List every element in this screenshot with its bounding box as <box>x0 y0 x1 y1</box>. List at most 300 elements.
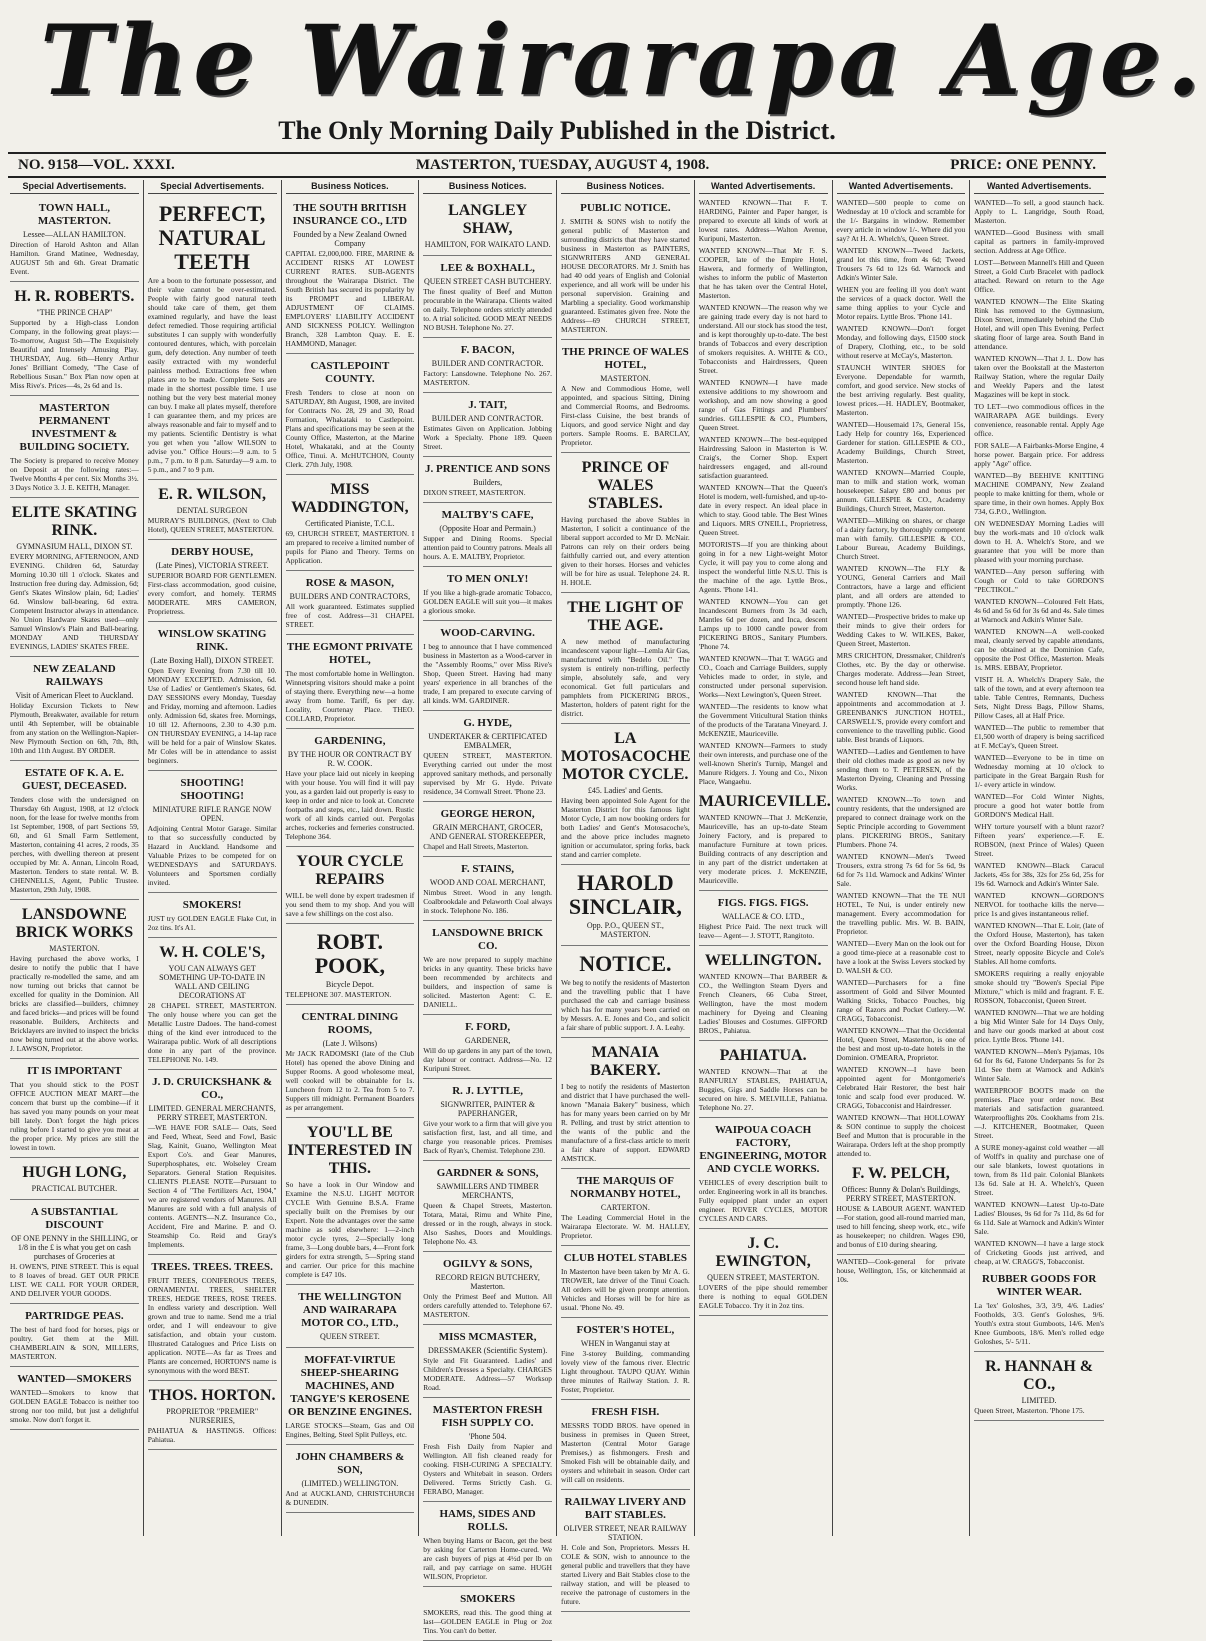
ad-heading: J. C. EWINGTON, <box>715 1235 811 1270</box>
ad-heading: FRESH FISH. <box>591 1406 660 1418</box>
advertisement <box>699 893 828 946</box>
ad-body-text: Holiday Excursion Tickets to New Plymouth, Breakwater, available for return until 4th September, will be obtainable from any station on the Wellington-Napier-New Plymouth Section on 6th, 7th, 8th, 10th and 11th August. BY ORDER. <box>10 701 139 755</box>
ad-body-text: WANTED KNOWN—That the Queen's Hotel is modern, well-furnished, and up-to-date in every respect. An ideal place in which to stay. Good table. The Best Wines and Liquors. MRS O'NEILL, Proprietress, Queen Street. <box>698 483 828 537</box>
ad-heading: MASTERTON PERMANENT INVESTMENT & BUILDING SOCIETY. <box>19 402 130 453</box>
wanted-notice <box>974 921 1104 966</box>
ad-body-text: WANTED KNOWN—Latest Up-to-Date Ladies' Blouses, 9s 6d for 7s 11d, 8s 6d for 6s 11d. Sale at Warnock and Adkin's Winter Sale. <box>974 1200 1104 1236</box>
ad-body-text: EVERY MORNING, AFTERNOON, AND EVENING. Children 6d, Saturday Morning 10.30 till 1 o'clock. Skates and Instruction free during day. Admission, 6d; Gent's Skates Winslow plain, 6d; Ladies' 6d. Winslow ball-bearing, 6d extra. Competent Instructor always in attendance. No Union Hardware Skates used—only Samuel Winslow's Plain and Ball-bearing. MONDAY AND THURSDAY EVENINGS, LADIES' SKATES FREE. <box>10 552 139 651</box>
column-6 <box>695 180 833 1536</box>
ad-body-text: Fresh Fish Daily from Napier and Wellington. All fish cleaned ready for cooking. FISH-CURING A SPECIALTY. Oysters and Whitebait in season. Orders Delivered. Terms Strictly Cash. G. FERABO, Manager. <box>423 1442 552 1496</box>
ad-subheading: BUILDER AND CONTRACTOR. <box>431 414 544 423</box>
advertisement <box>423 1504 552 1587</box>
ad-body-text: H. Cole and Son, Proprietors. Messrs H. COLE & SON, wish to announce to the general public and travellers that they have started Livery and Bait Stables close to the railway station, and will be pleased to receive the patronage of customers in the future. <box>561 1543 690 1606</box>
advertisement <box>10 1202 139 1304</box>
ad-body-text: Mr JACK RADOMSKI (late of the Club Hotel) has opened the above Dining and Supper Rooms. A good wholesome meal, well cooked will be obtainable for 1s. Luncheon from 12 to 2. Tea from 5 to 7. Suppers till midnight. Permanent Boarders as per arrangement. <box>285 1049 415 1112</box>
advertisement <box>561 198 690 340</box>
ad-body-text: Having been appointed Sole Agent for the Masterton District for this famous light Motor Cycle, I am now booking orders for both Ladies' and Gent's Motosacoche's, and the above price includes magneto ignition or accumulator, spring forks, back stand and carrier complete. <box>561 796 690 859</box>
ad-body-text: Direction of Harold Ashton and Allan Hamilton. Grand Matinee, Wednesday, AUGUST 5th and 6th. Great Dramatic Event. <box>10 240 139 276</box>
wanted-notice <box>699 483 828 537</box>
wanted-notice <box>837 564 966 609</box>
ad-body-text: MURRAY'S BUILDINGS, (Next to Club Hotel), QUEEN STREET, MASTERTON. <box>147 516 277 534</box>
ad-heading: SMOKERS! <box>182 899 242 911</box>
ad-subheading: OF ONE PENNY in the SHILLING, or 1/8 in the £ is what you get on cash purchases of Groceries at <box>11 1234 138 1261</box>
ad-body-text: WHEN you are feeling ill you don't want the services of a quack doctor. Well the same thing applies to your Cycle and Motor repairs. Lyttle Bros. 'Phone 141. <box>836 285 966 321</box>
ad-subheading: "THE PRINCE CHAP" <box>36 308 113 317</box>
advertisement <box>423 1017 552 1079</box>
advertisement <box>286 1447 415 1513</box>
ad-body-text: WHY torture yourself with a blunt razor? Fifteen years' experience.—F. E. ROBSON, (next Prince of Wales) Queen Street. <box>974 822 1104 858</box>
ad-body-text: Estimates Given on Application. Jobbing Work a Specialty. Phone 189. Queen Street. <box>423 424 552 451</box>
advertisement <box>423 198 552 256</box>
ad-subheading: Certificated Pianiste, T.C.L. <box>305 519 395 528</box>
ad-subheading: DRESSMAKER (Scientific System). <box>427 1346 548 1355</box>
advertisement <box>561 1492 690 1612</box>
ad-body-text: WANTED KNOWN—That E. Loir, (late of the Oxford House, Masterton), has taken over the Oxford Boarding House, Dixon Street, nearly opposite Bicycle and Cole's Stables. All home comforts. <box>974 921 1104 966</box>
ad-body-text: WANTED—Smokers to know that GOLDEN EAGLE Tobacco is neither too strong nor too mild, but just a delightful smoke. Now don't forget it. <box>10 1388 139 1424</box>
ad-heading: TOWN HALL, MASTERTON. <box>37 202 111 227</box>
advertisement <box>423 340 552 393</box>
wanted-notice <box>699 303 828 375</box>
ad-body-text: Only the Primest Beef and Mutton. All orders carefully attended to. Telephone 67. MASTERTON. <box>423 1292 552 1319</box>
ad-heading: CLUB HOTEL STABLES <box>563 1252 688 1264</box>
advertisement <box>286 926 415 1005</box>
ad-heading: YOUR CYCLE REPAIRS <box>296 853 404 888</box>
ad-heading: OGILVY & SONS, <box>442 1258 533 1270</box>
ad-body-text: WANTED KNOWN—Farmers to study their own interests, and purchase one of the well-known Sherin's Turnip, Mangel and Manure Ridgers. J. Young and Co., Nixon Place, Wangaehu. <box>698 741 828 786</box>
ad-heading: FIGS. FIGS. FIGS. <box>717 897 809 909</box>
ad-body-text: WANTED KNOWN—That J. McKenzie, Mauriceville, has an up-to-date Steam Joinery Factory, and is prepared to manufacture Furniture at town prices. Building contracts of any description and in any part of the district undertaken at very moderate prices. J. McKENZIE, Mauriceville. <box>698 813 828 885</box>
wanted-notice <box>974 1200 1104 1236</box>
wanted-notice <box>699 540 828 594</box>
wanted-notice <box>974 1143 1104 1197</box>
ad-heading: THE MARQUIS OF NORMANBY HOTEL, <box>570 1175 681 1200</box>
advertisement <box>423 459 552 503</box>
wanted-notice <box>974 675 1104 720</box>
ad-body-text: FRUIT TREES, CONIFEROUS TREES, ORNAMENTAL TREES, SHELTER TREES, HEDGE TREES, ROSE TREES. In endless variety and description. Well grown and true to name. Send me a trial order, and I will endeavour to give satisfaction, and obtain your custom. Illustrated Catalogues and Price Lists on application. NOTE—As far as Trees and Plants are concerned, HORTON'S name is synonymous with the word BEST. <box>147 1276 277 1375</box>
ad-body-text: We are now prepared to supply machine bricks in any quantity. These bricks have been recommended by architects and builders, and inspection of same is solicited. Masterton Agent: C. E. DANIELL. <box>423 955 552 1009</box>
ad-subheading: MASTERTON. <box>49 944 100 953</box>
ad-body-text: Fine 3-storey Building, commanding lovely view of the famous river. Electric Light throughout. TAUPO QUAY. Within three minutes of Railway Station. J. R. Foster, Proprietor. <box>561 1349 690 1394</box>
ad-subheading: UNDERTAKER & CERTIFICATED EMBALMER, <box>428 732 548 750</box>
ad-heading: TO MEN ONLY! <box>446 573 529 585</box>
advertisement <box>286 1120 415 1285</box>
ad-body-text: WANTED KNOWN—I have made extensive additions to my showroom and workshop, and am now showing a good range of Gas Fittings and Plumbers' sundries. GILLESPIE & CO., Plumbers, Queen Street. <box>698 378 828 432</box>
ad-heading: MISS MCMASTER, <box>438 1331 537 1343</box>
ad-heading: CENTRAL DINING ROOMS, <box>301 1011 399 1036</box>
ad-heading: WELLINGTON. <box>704 952 822 969</box>
ad-heading: MANAIA BAKERY. <box>590 1044 661 1079</box>
price: PRICE: ONE PENNY. <box>950 156 1096 173</box>
wanted-notice <box>974 1086 1104 1140</box>
ad-heading: GARDNER & SONS, <box>436 1167 539 1179</box>
ad-body-text: Have your place laid out nicely in keeping with your house. You will find it will pay you, as a garden laid out properly is easy to keep in order and nice to look at. Concrete footpaths and steps, etc., laid down. Rustic work of all kinds carried out. Pergolas arches, rockeries and ferneries constructed. Telephone 364. <box>285 769 415 841</box>
wanted-notice <box>837 1113 966 1158</box>
wanted-notice <box>837 690 966 744</box>
ad-body-text: The most comfortable home in Wellington. Winnetspring visitors should make a point of staying there. Everything new—a home away from home. Tariff, 6s per day. Locality, Courtenay Place. THEO. COLLARD, Proprietor. <box>285 669 415 723</box>
ad-heading: MOFFAT-VIRTUE SHEEP-SHEARING MACHINES, AND TANGYE'S KEROSENE OR BENZINE ENGINES. <box>287 1354 412 1418</box>
advertisement <box>148 1383 277 1450</box>
column-header: Business Notices. <box>561 180 690 194</box>
ad-body-text: WANTED KNOWN—Men's Tweed Trousers, extra strong 7s 6d for 5s 6d, 9s 6d for 7s 11d. Warnock and Adkins' Winter Sale. <box>836 852 966 888</box>
ad-subheading: MINIATURE RIFLE RANGE NOW OPEN. <box>152 805 272 823</box>
ad-heading: GEORGE HERON, <box>440 808 535 820</box>
ad-heading: F. STAINS, <box>461 863 515 875</box>
advertisement <box>10 1369 139 1430</box>
advertisement <box>286 1287 415 1348</box>
advertisement <box>561 455 690 593</box>
ad-subheading: LIMITED. <box>1021 1396 1057 1405</box>
ad-body-text: The Society is prepared to receive Money on Deposit at the following rates:— Twelve Months 4 per cent. Six Months 3½. 3 Days Notice 3. J. E. KEITH, Manager. <box>10 456 139 492</box>
ad-subheading: (Opposite Hoar and Permain.) <box>439 524 536 533</box>
ad-subheading: LIMITED. GENERAL MERCHANTS, PERRY STREET, MASTERTON. <box>148 1104 276 1122</box>
wanted-notice <box>837 852 966 888</box>
advertisement <box>423 395 552 457</box>
advertisement <box>837 1161 966 1255</box>
advertisement <box>10 500 139 657</box>
ad-body-text: SUPERIOR BOARD FOR GENTLEMEN. First-class accommodation, good cuisine, every comfort, and homely. TERMS MODERATE. MRS CAMERON, Proprietress. <box>147 571 277 616</box>
ad-body-text: WANTED KNOWN—That J. L. Dow has taken over the Bookstall at the Masterton Railway Station, where the regular Daily and Weekly Papers and the latest Magazines will be kept in stock. <box>974 354 1104 399</box>
advertisement <box>423 569 552 621</box>
wanted-notice <box>974 1239 1104 1266</box>
ad-body-text: QUEEN STREET, MASTERTON. Everything carried out under the most approved sanitary methods, and personally supervised by Mr G. Hyde. Private residence, 34 Cornwall Street. 'Phone 23. <box>423 751 552 796</box>
ad-subheading: Opp. P.O., QUEEN ST., MASTERTON. <box>586 921 664 939</box>
advertisement <box>423 713 552 802</box>
wanted-notice <box>837 285 966 321</box>
wanted-notice <box>974 1047 1104 1083</box>
wanted-notice <box>837 246 966 282</box>
advertisement <box>10 1306 139 1367</box>
ad-heading: ROSE & MASON, <box>305 577 395 589</box>
ad-body-text: WANTED—Prospective brides to make up their minds to give their orders for Wedding Cakes to W. WILKES, Baker, Queen Street, Masterton. <box>836 612 966 648</box>
wanted-notice <box>837 1065 966 1110</box>
ad-body-text: H. OWEN'S, PINE STREET. This is equal to 8 loaves of bread. GET OUR PRICE LIST. WE CALL FOR YOUR ORDER, AND DELIVER YOUR GOODS. <box>10 1262 139 1298</box>
ad-body-text: CAPITAL £2,000,000. FIRE, MARINE & ACCIDENT RISKS AT LOWEST CURRENT RATES. SUB-AGENTS throughout the Wairarapa District. The South British has secured its popularity by its PROMPT and LIBERAL ADJUSTMENT OF CLAIMS. EMPLOYERS' LIABILITY ACCIDENT AND SICKNESS POLICY. Wellington Branch, 328 Lambton Quay. E. E. HAMMOND, Manager. <box>285 249 415 348</box>
advertisement <box>974 1269 1104 1352</box>
wanted-notice <box>837 468 966 513</box>
ad-body-text: WANTED KNOWN—I have a large stock of Cricketing Goods just arrived, and cheap, at W. CRAGG'S, Tobacconist. <box>974 1239 1104 1266</box>
advertisement <box>561 1248 690 1318</box>
advertisement <box>423 804 552 857</box>
ad-body-text: WANTED KNOWN—That at the RANFURLY STABLES, PAHIATUA, Buggies, Gigs and Saddle Horses can be secured on hire. S. MELVILLE, Pahiatua. Telephone No. 27. <box>698 1067 828 1112</box>
column-3 <box>282 180 420 1536</box>
ad-body-text: LOST—Between Mannell's Hill and Queen Street, a Gold Curb Bracelet with padlock attached. Reward on return to the Age Office. <box>974 258 1104 294</box>
ad-body-text: WANTED KNOWN—The reason why we are gaining trade every day is not hard to understand. All our stock has stood the test, and is kept thoroughly up-to-date. The best brands of Tobaccos and every description of smokers requisites. A. WHITE & CO., Tobacconists and Hairdressers, Queen Street. <box>698 303 828 375</box>
ad-subheading: QUEEN STREET CASH BUTCHERY. <box>423 277 552 286</box>
ad-body-text: WANTED KNOWN—That the appointments and accommodation at J. GREENBANK'S JUNCTION HOTEL, CARSWELL'S, provide every comfort and convenience to the travelling public. Good table. Best brands of Liquors. <box>836 690 966 744</box>
ad-heading: JOHN CHAMBERS & SON, <box>295 1451 405 1476</box>
ad-body-text: A New and Commodious Home, well appointed, and spacious Sitting, Dining and Commercial Rooms, and Bedrooms. First-class Cuisine, the best brands of Liquors, and good service Night and day porters. Sample Rooms. E. BARCLAY, Proprietor. <box>561 384 690 447</box>
wanted-notice <box>699 198 828 243</box>
ad-subheading: Bicycle Depot. <box>325 980 374 989</box>
ad-heading: ROBT. POOK, <box>314 929 386 978</box>
ad-subheading: GARDENER, <box>464 1036 511 1045</box>
ad-body-text: MOTORISTS—If you are thinking about going in for a new Light-weight Motor Cycle, it will pay you to come along and inspect the wonderful little N.S.U. This is the machine of the age. Lyttle Bros., Agents. 'Phone 141. <box>698 540 828 594</box>
wanted-notice <box>974 891 1104 918</box>
advertisement <box>423 505 552 567</box>
dateline <box>8 152 1106 178</box>
wanted-notice <box>699 654 828 699</box>
wanted-notice <box>974 258 1104 294</box>
wanted-notice <box>837 1257 966 1284</box>
column-header: Special Advertisements. <box>148 180 277 194</box>
advertisement <box>423 1081 552 1161</box>
advertisement <box>698 789 831 891</box>
wanted-notice <box>837 651 966 687</box>
wanted-notice <box>837 747 966 792</box>
ad-subheading: Lessee—ALLAN HAMILTON. <box>23 230 126 239</box>
ad-subheading: Builders, <box>473 478 503 487</box>
ad-body-text: WANTED—Every Man on the look out for a good time-piece at a reasonable cost to have a look at the Swiss Levers stocked by D. WALSH & CO. <box>836 939 966 975</box>
ad-body-text: WANTED—Ladies and Gentlemen to have their old clothes made as good as new by sending them to T. PETERSEN, of the Masterton Dyeing, Cleaning and Pressing Works. <box>836 747 966 792</box>
issue-number: NO. 9158—VOL. XXXI. <box>18 156 175 173</box>
ad-subheading: PROPRIETOR "PREMIER" NURSERIES, <box>166 1407 259 1425</box>
ad-heading: LEE & BOXHALL, <box>440 262 535 274</box>
advertisement <box>148 940 277 1070</box>
ad-heading: LANGLEY SHAW, <box>448 202 528 237</box>
ad-subheading: WHEN in Wanganui stay at <box>580 1339 670 1348</box>
advertisement <box>699 1043 828 1118</box>
ad-body-text: WANTED KNOWN—I have been appointed agent for Montgomerie's Celebrated Hair Restorer, the best hair tonic and scalp food ever produced. W. CRAGG, Tobacconist and Hairdresser. <box>836 1065 966 1110</box>
wanted-notice <box>699 741 828 786</box>
ad-body-text: La 'lex' Goloshes, 3/3, 3/9, 4/6. Ladies' Footholds, 3/3. Gent's Goloshes, 9/6. Youth's extra stout Gumboots, 14/6. Men's Knee Gumboots, 18/6. Men's rolled edge Goloshes, 5/- 5/11. <box>974 1301 1104 1346</box>
advertisement <box>699 1231 828 1316</box>
ad-heading: RAILWAY LIVERY AND BAIT STABLES. <box>564 1496 687 1521</box>
ad-body-text: STAUNCH WINTER SHOES for Everyone. Dependable for warmth, comfort, and good service. New stocks of the best arriving regularly. Best quality, lowest prices.—H. HADLEY, Bootmaker, Masterton. <box>836 363 966 417</box>
advertisement <box>561 1402 690 1490</box>
ad-subheading: RECORD REIGN BUTCHERY, Masterton. <box>435 1273 540 1291</box>
ad-heading: LANSDOWNE BRICK WORKS <box>15 906 134 941</box>
ad-heading: J. TAIT, <box>468 399 508 411</box>
advertisement <box>10 1061 139 1158</box>
wanted-notice <box>974 354 1104 399</box>
wanted-notice <box>837 612 966 648</box>
ad-heading: MAURICEVILLE. <box>698 793 831 810</box>
advertisement <box>561 1171 690 1246</box>
ad-body-text: WANTED KNOWN—You can get Incandescent Burners from 3s 3d each, Mantles 6d per dozen, and Inca, descent Lamps up to 1000 candle power from PICKERING BROS., Sanitary Plumbers. 'Phone 74. <box>698 597 828 651</box>
ad-subheading: CARTERTON. <box>600 1203 650 1212</box>
ad-subheading: WOOD AND COAL MERCHANT, <box>429 878 546 887</box>
ad-body-text: Chapel and Hall Streets, Masterton. <box>423 842 529 851</box>
ad-body-text: Open Every Evening from 7.30 till 10. MONDAY EXCEPTED. Admission, 6d. Use of Ladies' or Gentlemen's Skates, 6d. DAY SESSIONS every Monday, Tuesday and Friday, morning and afternoon. Ladies only. Admission 6d, skates free. Mornings, 10 till 12. Afternoons, 2.30 to 4.30 p.m. ON THURSDAY EVENING, a 14-lap race will be held for a pair of Winslow Skates. Mr Coles will be in attendance to assist beginners. <box>147 666 277 765</box>
wanted-notice <box>974 441 1104 468</box>
ad-body-text: I beg to announce that I have commenced business in Masterton as a Wood-carver in the "Assembly Rooms," over Miss Rive's Shop, Queen Street. Having had many years' experience in all branches of the trade, I am prepared to execute carving of all kinds. WM. GARDINER. <box>423 642 552 705</box>
wanted-notice <box>837 324 966 360</box>
wanted-notice <box>974 1008 1104 1044</box>
ad-body-text: WANTED—The residents to know what the Government Viticultural Station thinks of the products of the Taratana Vineyard. J. McKENZIE, Mauriceville. <box>698 702 828 738</box>
ad-subheading: BUILDERS AND CONTRACTORS, <box>289 592 411 601</box>
advertisement <box>10 1160 139 1200</box>
wanted-notice <box>837 1026 966 1062</box>
ad-body-text: DIXON STREET, MASTERTON. <box>423 488 526 497</box>
wanted-notice <box>974 969 1104 1005</box>
ad-body-text: HOUSE & LABOUR AGENT. WANTED—For station, good all-round married man, used to hill fencing, sheep work, etc., wife as housekeeper; no children. Wages £90, and bonus of £10 during shearing. <box>836 1204 966 1249</box>
ad-heading: GARDENING, <box>314 735 386 747</box>
advertisement <box>148 1072 277 1255</box>
ad-heading: RUBBER GOODS FOR WINTER WEAR. <box>981 1273 1097 1298</box>
advertisement-columns <box>6 180 1108 1635</box>
ad-body-text: WILL be well done by expert tradesmen if you send them to my shop. And you will save a few shillings on the cost also. <box>285 891 415 918</box>
ad-body-text: WANTED KNOWN—Tweed Jackets, grand lot this time, from 4s 6d; Tweed Trousers 7s 6d to 12s 6d. Warnock and Adkin's Winter Sale. <box>836 246 966 282</box>
ad-heading: TREES. TREES. TREES. <box>151 1261 273 1273</box>
ad-body-text: WANTED—For Cold Winter Nights, procure a good hot water bottle from GORDON'S Medical Hall. <box>974 792 1104 819</box>
ad-heading: IT IS IMPORTANT <box>27 1065 122 1077</box>
ad-body-text: WANTED KNOWN—Black Caracul Jackets, 45s for 38s, 32s for 25s 6d, 25s for 19s 6d. Warnock and Adkin's Winter Sale. <box>974 861 1104 888</box>
wanted-notice <box>699 378 828 432</box>
ad-heading: DERBY HOUSE, <box>171 546 254 558</box>
ad-heading: R. J. LYTTLE, <box>452 1085 524 1097</box>
ad-heading: WINSLOW SKATING RINK. <box>157 628 267 653</box>
column-7 <box>833 180 971 1536</box>
ad-heading: F. BACON, <box>460 344 515 356</box>
ad-body-text: —WE HAVE FOR SALE— Oats, Seed and Feed, Wheat, Seed and Fowl, Basic Slag, Kainit, Guano, Wellington Meat Export Co's. and Gear Manures, Superphosphates, etc. Wolseley Cream Separators. General Station Requisites. CLIENTS PLEASE NOTE—Pursuant to Section 4 of "The Fertilizers Act, 1904," we are registered vendors of Manures. All Manures are sold with a full analysis of contents. AGENTS—N.Z. Insurance Co., Accident, Fire and Marine. P. and O. Steamship Co. Reid and Gray's Implements. <box>147 1123 277 1249</box>
advertisement <box>286 198 415 354</box>
ad-body-text: TO LET—two commodious offices in the WAIRARAPA AGE buildings. Every convenience, reasonable rental. Apply Age office. <box>974 402 1104 438</box>
advertisement <box>423 1327 552 1398</box>
advertisement <box>148 482 277 540</box>
ad-body-text: WANTED KNOWN—That the Occidental Hotel, Queen Street, Masterton, is one of the best and most up-to-date hotels in the Dominion. O'MEARA, Proprietor. <box>836 1026 966 1062</box>
newspaper-title: The Wairarapa Age. <box>40 4 1206 117</box>
advertisement <box>148 1257 277 1381</box>
ad-body-text: Will do up gardens in any part of the town, day labour or contract. Address—No. 12 Kuripuni Street. <box>423 1046 552 1073</box>
wanted-notice <box>974 198 1104 225</box>
ad-body-text: Are a boon to the fortunate possessor, and their value cannot be over-estimated. People with fairly good natural teeth should take care of them, get them examined regularly, and have the least defect remedied. Those requiring artificial substitutes I can supply with wonderfully contoured dentures, which, with porcelain gum, defy detection. Any number of teeth easily extracted with my wonderful painless method. Extractions free when plates are to be made. Complete Sets are made in the shortest possible time. I use nothing but the very best material money can buy. I make all plates myself, therefore I can guarantee them, and my prices are always reasonable and fair to myself and to my patients. Scientific Dentistry is what you get when you "allow WILSON to advise you." Office Hours:—9 a.m. to 5 p.m., 7 p.m. to 8 p.m. Saturday—9 a.m. to 5 p.m., and 7 to 9 p.m. <box>147 276 277 474</box>
ad-subheading: GYMNASIUM HALL, DIXON ST. <box>16 542 133 551</box>
ad-body-text: 69, CHURCH STREET, MASTERTON. I am prepared to receive a limited number of pupils for Piano and Theory. Terms on Application. <box>285 529 415 565</box>
ad-body-text: WANTED—Milking on shares, or charge of a dairy factory, by thoroughly competent man with family. GILLESPIE & CO., Labour Bureau, Academy Buildings, Church Street. <box>836 516 966 561</box>
ad-heading: THE LIGHT OF THE AGE. <box>567 599 684 634</box>
wanted-notice <box>837 516 966 561</box>
ad-subheading: QUEEN STREET, MASTERTON. <box>707 1273 820 1282</box>
ad-heading: YOU'LL BE INTERESTED IN THIS. <box>287 1124 413 1177</box>
ad-subheading: BY THE HOUR OR CONTRACT BY R. W. COOK. <box>287 750 412 768</box>
ad-body-text: The finest quality of Beef and Mutton procurable in the Wairarapa. Clients waited on daily. Telephone orders strictly attended to. A trial solicited. GOOD MEAT NEEDS NO BUSH. Telephone No. 27. <box>423 287 552 332</box>
ad-body-text: LOVERS of the pipe should remember there is nothing to equal GOLDEN EAGLE Tobacco. Try it in 2oz tins. <box>698 1283 828 1310</box>
ad-body-text: WANTED—By BEEHIVE KNITTING MACHINE COMPANY, New Zealand people to make knitting for them, whole or spare time, in their own homes. Apply Box 734, G.P.O., Wellington. <box>974 471 1104 516</box>
ad-heading: HUGH LONG, <box>22 1164 127 1181</box>
wanted-notice <box>974 861 1104 888</box>
ad-body-text: WANTED KNOWN—To town and country residents, that the undersigned are prepared to connect drainage work on the Septic Principle according to Government plans. PICKERING BROS., Sanitary Plumbers. Phone 74. <box>836 795 966 849</box>
ad-heading: ELITE SKATING RINK. <box>11 504 138 539</box>
wanted-notice <box>837 420 966 465</box>
ad-subheading: (Late J. Wilsons) <box>322 1039 378 1048</box>
ad-body-text: WATERPROOF BOOTS made on the premises. Place your order now. Best materials and satisfaction guaranteed. Waterprooflights 20s. Cookhams from 21s.—J. KITCHENER, Bootmaker, Queen Street. <box>974 1086 1104 1140</box>
ad-subheading: WALLACE & CO. LTD., <box>721 912 805 921</box>
ad-heading: WAIPOUA COACH FACTORY, ENGINEERING, MOTOR AND CYCLE WORKS. <box>699 1124 827 1175</box>
ad-body-text: SMOKERS requiring a really enjoyable smoke should try "Bowen's Special Pipe Mixture," which is mild and fragrant. F. E. ROSSON, Tobacconist, Queen Street. <box>974 969 1104 1005</box>
column-8 <box>970 180 1108 1536</box>
advertisement <box>286 477 415 571</box>
wanted-notice <box>974 723 1104 750</box>
ad-subheading: (Late Pines), VICTORIA STREET. <box>155 561 269 570</box>
ad-heading: PERFECT, NATURAL TEETH <box>158 201 266 274</box>
ad-body-text: WANTED KNOWN—That F. T. HARDING, Painter and Paper hanger, is prepared to execute all kinds of work at lowest rates. Address—Walton Avenue, Kuripuni, Masterton. <box>698 198 828 243</box>
ad-subheading: GRAIN MERCHANT, GROCER, AND GENERAL STOREKEEPER, <box>429 823 546 841</box>
ad-body-text: Queen Street, Masterton. 'Phone 175. <box>974 1406 1085 1415</box>
column-header: Business Notices. <box>423 180 552 194</box>
ad-heading: F. W. PELCH, <box>852 1165 950 1182</box>
ad-body-text: TELEPHONE 307. MASTERTON. <box>285 990 392 999</box>
ad-heading: MISS WADDINGTON, <box>291 481 409 516</box>
column-4 <box>419 180 557 1635</box>
ad-subheading: HAMILTON, FOR WAIKATO LAND. <box>424 240 551 249</box>
ad-heading: THE SOUTH BRITISH INSURANCE CO., LTD <box>292 202 408 227</box>
column-header: Wanted Advertisements. <box>699 180 828 194</box>
ad-subheading: 'Phone 504. <box>468 1432 507 1441</box>
advertisement <box>561 595 690 724</box>
wanted-notice <box>974 822 1104 858</box>
ad-body-text: WANTED—500 people to come on Wednesday at 10 o'clock and scramble for the 1/- Bargains in window. Remember every article in window 1/-. Where did you say? At H. A. Whelch's, Queen Street. <box>836 198 966 243</box>
wanted-notice <box>837 198 966 243</box>
ad-body-text: Queen & Chapel Streets, Masterton. Totara, Matai, Rimu and White Pine, dressed or in the rough, always in stock. Also Sashes, Doors and Mouldings. Telephone No. 43. <box>423 1201 552 1246</box>
ad-body-text: WANTED KNOWN—That T. WAGG and CO., Coach and Carriage Builders, supply Vehicles made to order, in style, and constructed under personal supervision. Works—Next Lewington's, Queen Street. <box>698 654 828 699</box>
wanted-notice <box>837 891 966 936</box>
ad-body-text: MESSRS TODD BROS. have opened in business in premises in Queen Street, Masterton (Central Motor Garage Premises,) as fishmongers. Fresh and Smoked Fish will be obtainable daily, and oysters and whitebait in season. Order cart will call on residents. <box>561 1421 690 1484</box>
ad-body-text: I beg to notify the residents of Masterton and district that I have purchased the well-known "Manaia Bakery" business, which has for many years been carried on by Mr R. Pelling, and trust by strict attention to the wants of the public and the manufacture of a first-class article to merit a fair share of support. EDWARD AMSTICK. <box>561 1082 690 1163</box>
ad-heading: MALTBY'S CAFE, <box>441 509 534 521</box>
ad-heading: HAROLD SINCLAIR, <box>568 870 682 919</box>
advertisement <box>561 867 690 946</box>
ad-subheading: (LIMITED.) WELLINGTON. <box>301 1479 399 1488</box>
ad-subheading: Founded by a New Zealand Owned Company <box>293 230 407 248</box>
advertisement <box>10 902 139 1059</box>
advertisement <box>148 624 277 771</box>
ad-heading: THE PRINCE OF WALES HOTEL, <box>561 346 689 371</box>
ad-body-text: WANTED KNOWN—That we are holding a big Mid Winter Sale for 14 Days Only, and have our goods marked at about cost price. Lyttle Bros. 'Phone 141. <box>974 1008 1104 1044</box>
advertisement <box>286 731 415 847</box>
ad-body-text: WANTED—Everyone to be in time on Wednesday morning at 10 o'clock to participate in the Great Bargain Rush for 1/- every article in window. <box>974 753 1104 789</box>
ad-body-text: WANTED KNOWN—A well-cooked meal, cleanly served by capable attendants, can be obtained at the Dominion Cafe, opposite the Post Office, Masterton. Meals 1s. MRS. EBBAY, Proprietor. <box>974 627 1104 672</box>
ad-subheading: Visit of American Fleet to Auckland. <box>15 691 134 700</box>
ad-body-text: J. SMITH & SONS wish to notify the general public of Masterton and surrounding districts that they have started business in Masterton as PAINTERS, SIGNWRITERS AND GENERAL HOUSE DECORATORS. Mr J. Smith has had 40 odd years of English and Colonial experience, and all work will be under his personal supervision. Graining and Marbling a speciality. Good workmanship guaranteed. Estimates given free. Note the Address—69 CHURCH STREET, MASTERTON. <box>561 217 690 334</box>
wanted-notice <box>974 597 1104 624</box>
wanted-notice <box>974 402 1104 438</box>
ad-heading: FOSTER'S HOTEL, <box>576 1324 675 1336</box>
wanted-notice <box>974 519 1104 564</box>
ad-body-text: WANTED—Purchasers for a fine assortment of Gold and Silver Mounted Walking Sticks, Tobacco Pouches, big range of Razors and Pocket Cutlery.—W. CRAGG, Tobacconist. <box>836 978 966 1023</box>
ad-subheading: YOU CAN ALWAYS GET SOMETHING UP-TO-DATE IN WALL AND CEILING DECORATIONS AT <box>159 964 266 1000</box>
advertisement <box>10 659 139 761</box>
wanted-notice <box>974 297 1104 351</box>
ad-body-text: MRS CRICHTON, Dressmaker, Children's Clothes, etc. By the day or otherwise. Charges moderate. Address—Jean Street, second house left hand side. <box>836 651 966 687</box>
ad-heading: THE EGMONT PRIVATE HOTEL, <box>286 641 413 666</box>
ad-heading: LA MOTOSACOCHE MOTOR CYCLE. <box>561 730 691 783</box>
ad-heading: WANTED—SMOKERS <box>17 1373 132 1385</box>
advertisement <box>561 1320 690 1400</box>
ad-body-text: So have a look in Our Window and Examine the N.S.U. LIGHT MOTOR CYCLE With Genuine B.S.A. Frame specially built on the Premises by our Expert. Note the advantages over the same machine as sold elsewhere: 1—2-inch motor cycle tyres, 2—Specially long frame, 3—Long double bars, 4—Front fork girders for extra strength, 5—Spring stand and carrier. Our price for this machine complete is £47 10s. <box>285 1180 415 1279</box>
ad-subheading: BUILDER AND CONTRACTOR. <box>431 359 544 368</box>
advertisement <box>10 763 139 900</box>
column-1 <box>6 180 144 1536</box>
ad-heading: THE WELLINGTON AND WAIRARAPA MOTOR CO., LTD., <box>298 1291 402 1329</box>
wanted-notice <box>974 567 1104 594</box>
ad-body-text: In Masterton have been taken by Mr A. G. TROWER, late driver of the Tinui Coach. All orders will be given prompt attention. Vehicles and Horses will be for hire as usual. 'Phone No. 49. <box>561 1267 690 1312</box>
ad-heading: J. D. CRUICKSHANK & CO., <box>152 1076 273 1101</box>
ad-body-text: A new method of manufacturing incandescent vapour light—Lemla Air Gas, manufactured with "Bedelo Oil." The system is entirely non-trifling, perfectly simple, absolutely safe, and very economical. Get full particulars and pamphlets from PICKERING BROS., Masterton, holders of patent right for the district. <box>561 637 690 718</box>
ad-body-text: WANTED—Good Business with small capital as partners in family-improved section. Address at Age Office. <box>974 228 1104 255</box>
column-header: Special Advertisements. <box>10 180 139 194</box>
advertisement <box>699 1120 828 1229</box>
advertisement <box>286 1007 415 1118</box>
ad-body-text: WANTED KNOWN—That HOLLOWAY & SON continue to supply the choicest Beef and Mutton that is procurable in the Wairarapa. Orders left at the shop promptly attended to. <box>836 1113 966 1158</box>
ad-heading: F. FORD, <box>465 1021 511 1033</box>
ad-heading: LANSDOWNE BRICK CO. <box>432 927 544 952</box>
advertisement <box>10 284 139 396</box>
ad-heading: NEW ZEALAND RAILWAYS <box>33 663 116 688</box>
wanted-notice <box>974 471 1104 516</box>
ad-body-text: FOR SALE—A Fairbanks-Morse Engine, 4 horse power. Bargain price. For address apply "Age" office. <box>974 441 1104 468</box>
ad-body-text: WANTED KNOWN—That Mr F. S. COOPER, late of the Empire Hotel, Hawera, and formerly of Wellington, wishes to inform the public of Masterton that he has taken over the Central Hotel, Masterton. <box>698 246 828 300</box>
advertisement <box>286 573 415 635</box>
